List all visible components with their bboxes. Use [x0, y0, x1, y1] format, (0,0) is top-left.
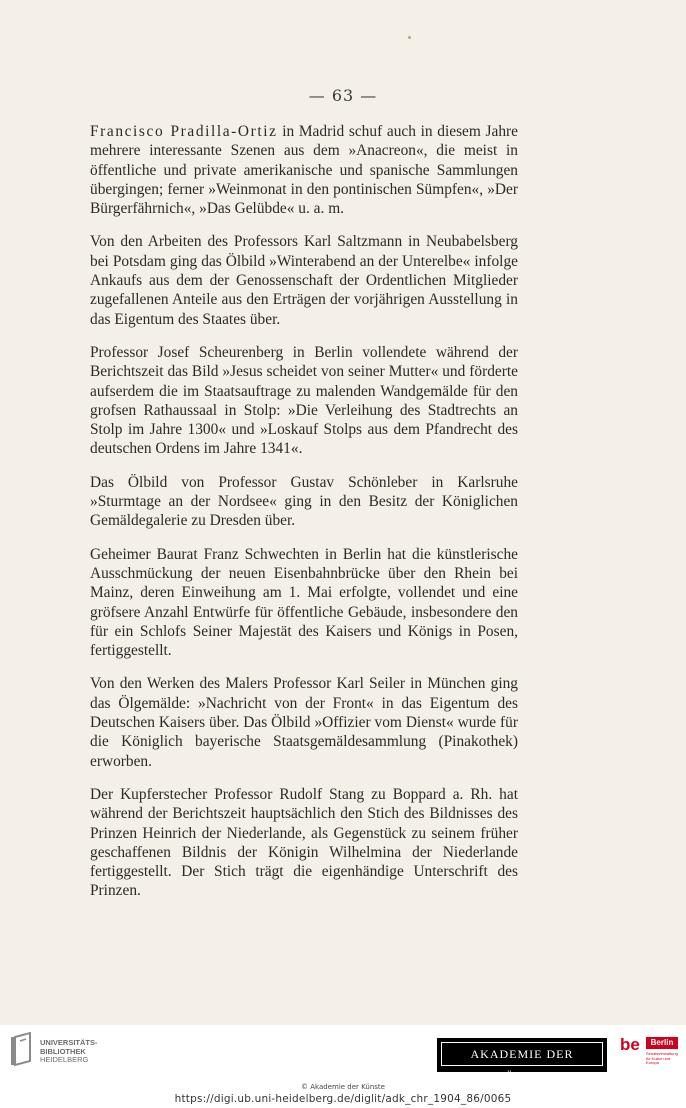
paragraph-3 [90, 343, 518, 459]
paragraph-6-text: Von den Werken des Malers Professor Karl Seiler in München ging das Ölgemälde: »Nachricht von der Front« in das Eigentum des Deutschen Kaisers über. Das Ölbild »Offizier vom Dienst« wurde für die Königlich bayerische Staatsgemäldesammlung (Pinakothek) erworben. [90, 675, 518, 770]
paragraph-6 [90, 674, 518, 770]
viewer-footer [0, 1025, 686, 1108]
paragraph-5 [90, 545, 518, 661]
paragraph-1 [90, 122, 518, 218]
akademie-der-kuenste-logo-link[interactable] [437, 1038, 607, 1083]
ub-line-1: UNIVERSITÄTS- [40, 1038, 98, 1047]
page-number: — 63 — [308, 86, 378, 105]
ub-heidelberg-logo-link[interactable] [8, 1031, 98, 1067]
berlin-senate-logo-link[interactable] [620, 1035, 678, 1073]
copyright-notice: © Akademie der Künste [301, 1083, 385, 1091]
paragraph-4-text: Das Ölbild von Professor Gustav Schönleber in Karlsruhe »Sturmtage an der Nordsee« ging in den Besitz der Königlichen Gemäldegalerie zu Dresden über. [90, 473, 518, 530]
paragraph-3-text: Professor Josef Scheurenberg in Berlin vollendete während der Berichtszeit das Bild »Jesus scheidet von seiner Mutter« und förderte aufserdem die im Staatsauftrage zu malenden Wandgemälde für den grofsen Rathaussaal in Stolp: »Die Verleihung des Stadtrechts an Stolp im Jahre 1300« und »Loskauf Stolps aus dem Pfandrecht des deutschen Ordens im Jahre 1341«. [90, 343, 518, 458]
paragraph-2 [90, 232, 518, 328]
paragraph-2-text: Von den Arbeiten des Professors Karl Saltzmann in Neubabelsberg bei Potsdam ging das Ölbild »Winterabend an der Unterelbe« infolge Ankaufs aus dem der Genossenschaft der Ordentlichen Mitglieder zugefallenen Anteile aus den Erträgen der vorjährigen Ausstellung in das Eigentum des Staates über. [90, 233, 518, 328]
ub-heidelberg-label [40, 1039, 98, 1065]
ub-line-2: BIBLIOTHEK [40, 1046, 86, 1056]
paragraph-4 [90, 473, 518, 531]
paper-speck [408, 36, 411, 39]
akademie-label: AKADEMIE DER KÜNSTE [441, 1042, 603, 1066]
body-text [90, 122, 518, 915]
paragraph-1-text: in Madrid schuf auch in diesem Jahre mehrere interessante Szenen aus dem »Anacreon«, die meist in öffentliche und private amerikanische und spanische Sammlungen übergingen; ferner »Weinmonat in den pontinischen Sümpfen«, »Der Bürgerfährnich«, »Das Gelübde« u. a. m. [90, 123, 519, 218]
paragraph-1-lead: Francisco Pradilla-Ortiz [90, 123, 278, 140]
berlin-subtitle: Senatsverwaltung für Kultur und Europa [646, 1051, 678, 1065]
ub-line-3: HEIDELBERG [40, 1055, 89, 1064]
berlin-label: Berlin [646, 1037, 678, 1049]
paragraph-5-text: Geheimer Baurat Franz Schwechten in Berlin hat die künstlerische Ausschmückung der neuen Eisenbahnbrücke über den Rhein bei Mainz, deren Einweihung am 1. Mai erfolgte, vollendet und eine gröfsere Anzahl Entwürfe für öffentliche Gebäude, insbesondere den für ein Schlofs Seiner Majestät des Kaisers und Königs in Posen, fertiggestellt. [90, 545, 518, 660]
ub-heidelberg-logo-icon [8, 1031, 34, 1067]
permalink-url[interactable]: https://digi.ub.uni-heidelberg.de/diglit/adk_chr_1904_86/0065 [174, 1093, 512, 1105]
paragraph-7 [90, 785, 518, 901]
be-berlin-logo-icon: be [620, 1035, 640, 1054]
paragraph-7-text: Der Kupferstecher Professor Rudolf Stang zu Boppard a. Rh. hat während der Berichtszeit hauptsächlich den Stich des Bildnisses des Prinzen Heinrich der Niederlande, als Gegenstück zu seinem früher geschaffenen Bildnis der Königin Wilhelmina der Niederlande fertiggestellt. Der Stich trägt die eigenhändige Unterschrift des Prinzen. [90, 785, 518, 900]
